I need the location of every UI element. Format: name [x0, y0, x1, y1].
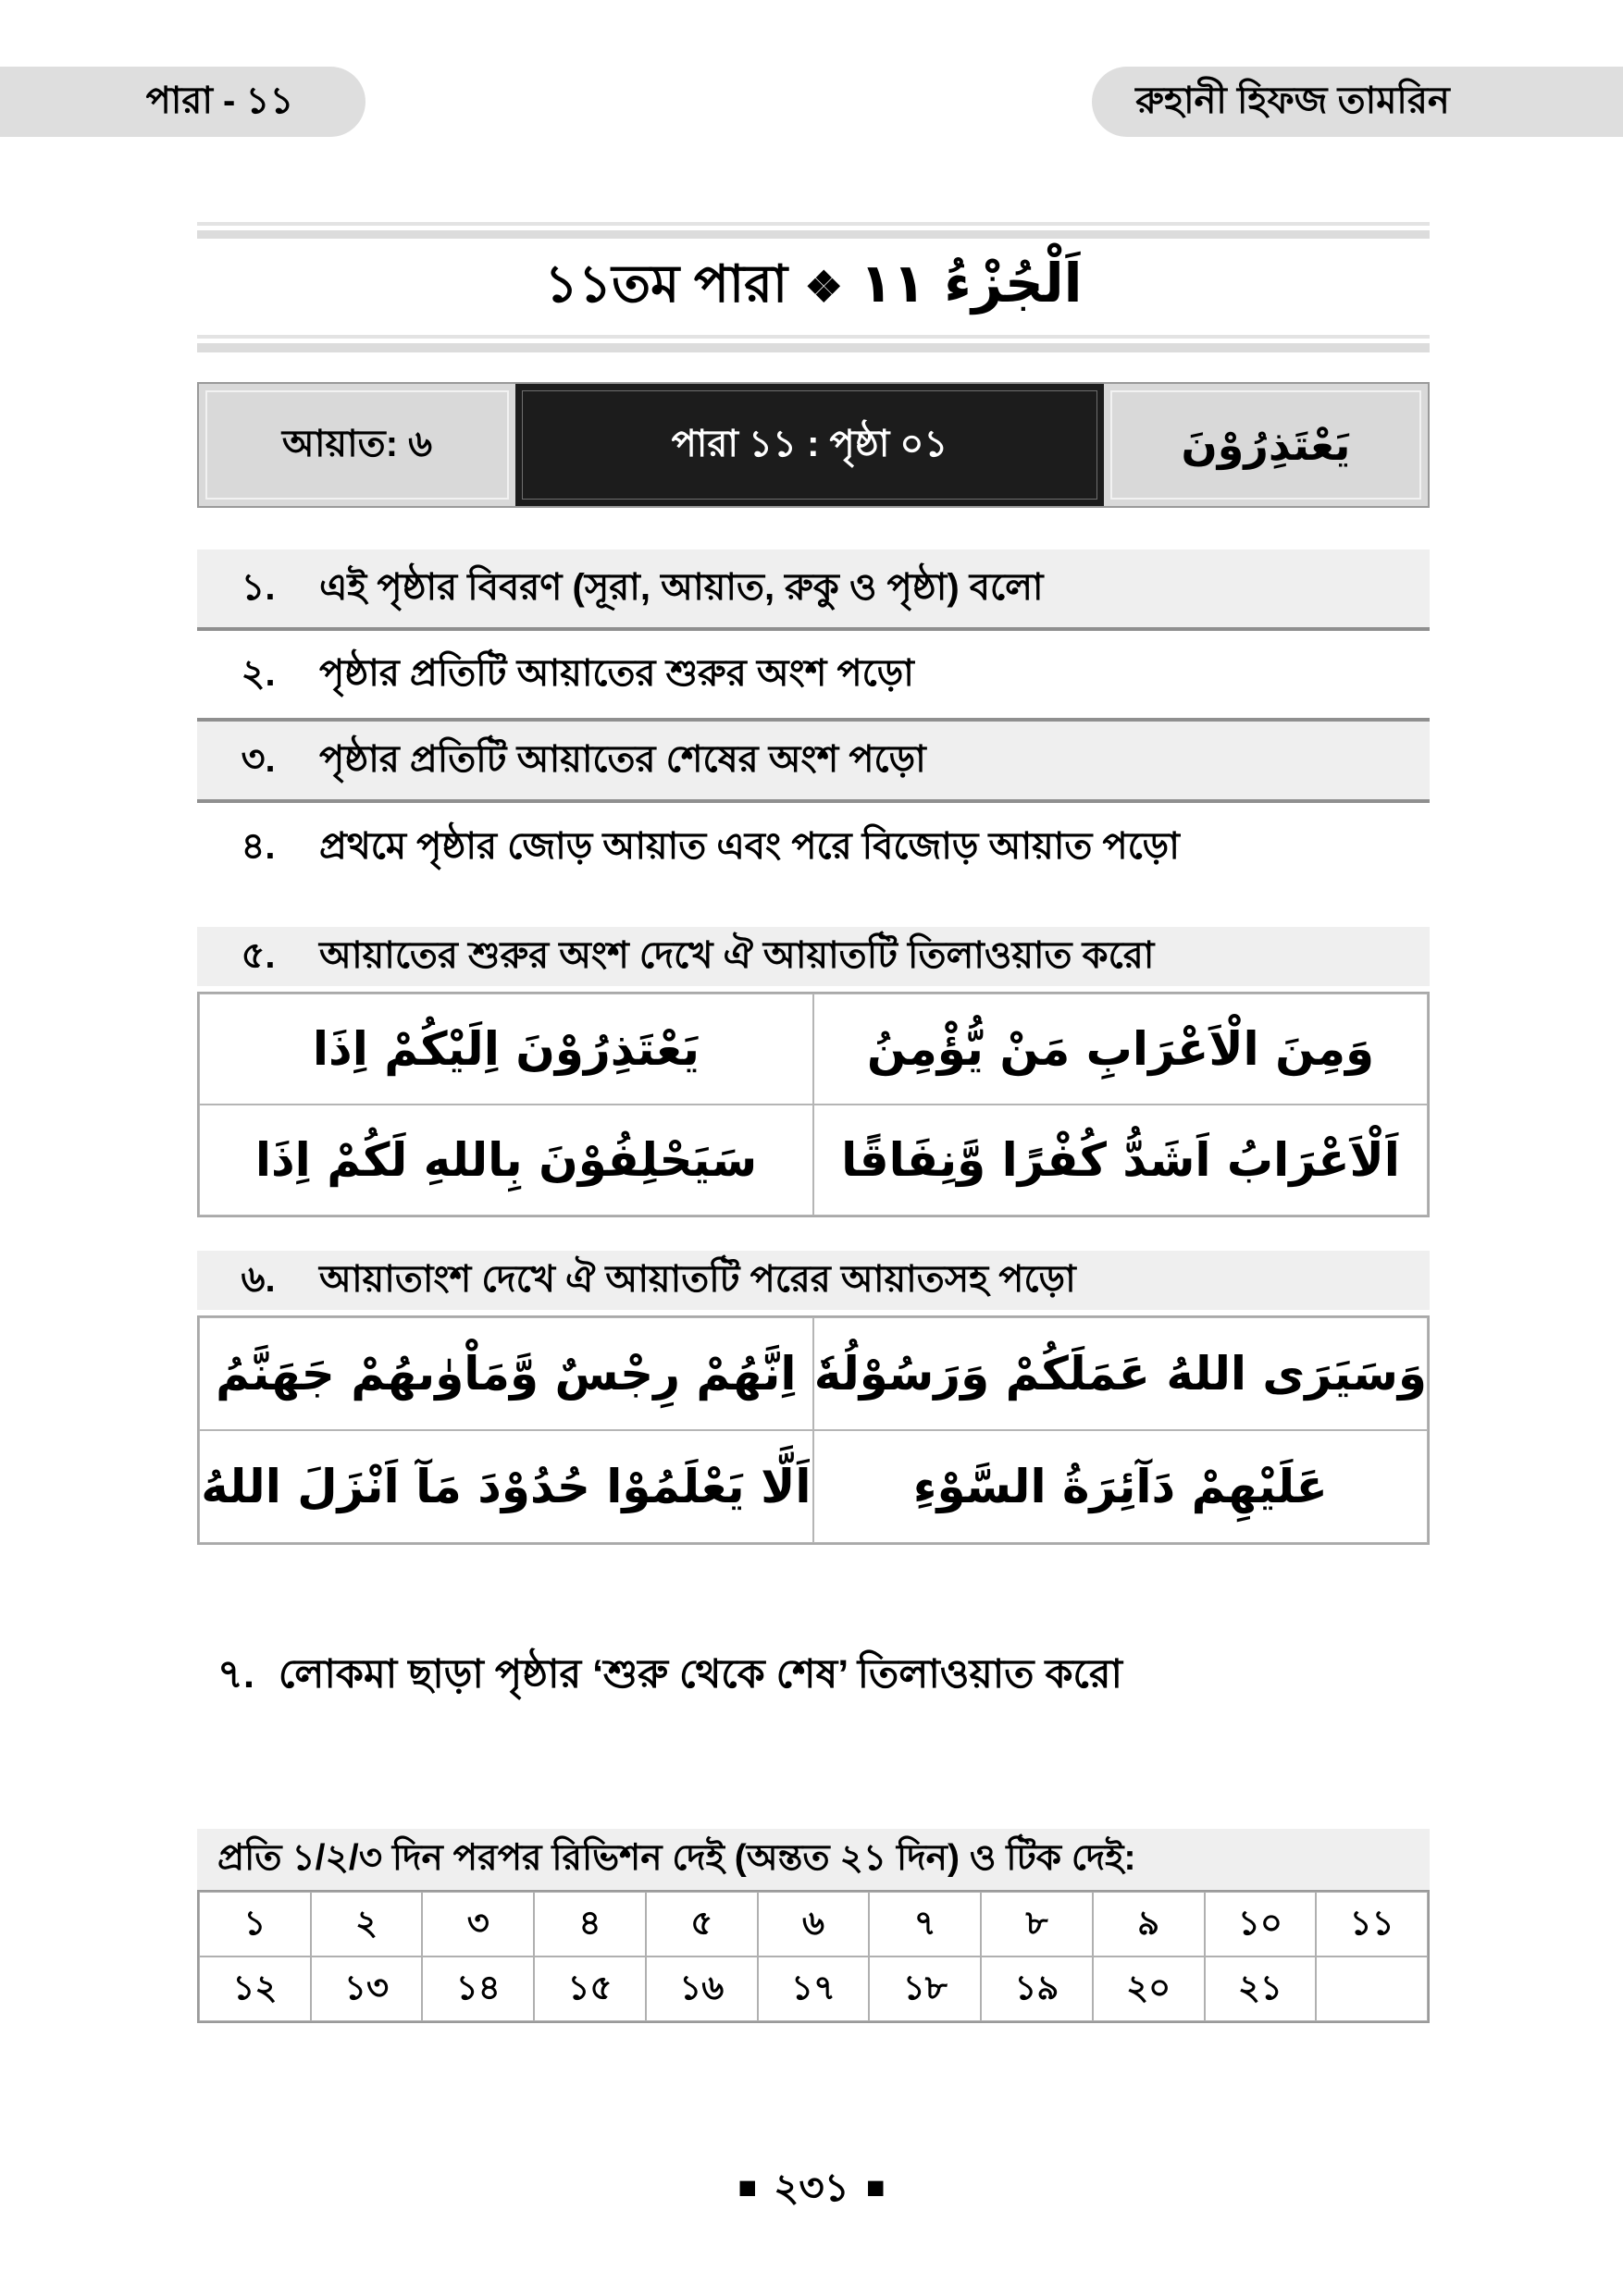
divider-rule	[197, 335, 1430, 339]
ayat-part-table	[197, 1315, 1430, 1545]
step-3-text: পৃষ্ঠার প্রতিটি আয়াতের শেষের অংশ পড়ো	[319, 738, 926, 780]
page-title	[197, 244, 1430, 331]
arabic-ayat-fragment: اِنَّهُمْ رِجْسٌ وَّمَاْوٰىهُمْ جَهَنَّمُ	[216, 1347, 797, 1401]
page-info-bar	[197, 382, 1430, 508]
step-5	[197, 927, 1430, 986]
step-7-number: ৭.	[217, 1652, 254, 1697]
revision-day-cell: ১৩	[311, 1957, 423, 2021]
page-title-bengali: ১১তম পারা	[544, 254, 788, 313]
revision-day-cell: ১১	[1316, 1892, 1428, 1957]
ayat-start-cell-r1c1	[199, 994, 813, 1105]
step-2	[197, 631, 1430, 722]
step-1-text: এই পৃষ্ঠার বিবরণ (সূরা, আয়াত, রুকু ও পৃষ্ঠা) বলো	[319, 566, 1044, 608]
arabic-ayat-fragment: اَلَّا يَعْلَمُوْا حُدُوْدَ مَآ اَنْزَلَ اللهُ	[201, 1460, 812, 1513]
step-4-number: ৪.	[241, 825, 276, 867]
revision-day-cell: ২	[311, 1892, 423, 1957]
revision-day-cell: ১৪	[422, 1957, 534, 2021]
divider-rule	[197, 230, 1430, 239]
revision-day-cell: ১৫	[534, 1957, 646, 2021]
ayat-part-cell-r1c2	[813, 1317, 1428, 1430]
footer-square-icon: ■	[737, 2170, 758, 2205]
revision-day-cell: ১	[199, 1892, 311, 1957]
revision-day-cell: ২১	[1205, 1957, 1317, 2021]
arabic-keyword-cell	[1104, 384, 1428, 506]
ayat-start-table	[197, 992, 1430, 1217]
revision-day-cell: ৫	[646, 1892, 758, 1957]
ayat-count-cell	[199, 384, 515, 506]
ayat-part-cell-r1c1	[199, 1317, 813, 1430]
revision-heading	[197, 1829, 1430, 1890]
step-6-text: আয়াতাংশ দেখে ঐ আয়াতটি পরের আয়াতসহ পড়ো	[319, 1258, 1076, 1300]
revision-heading-text: প্রতি ১/২/৩ দিন পরপর রিভিশন দেই (অন্তত ২১ দিন) ও টিক দেই:	[217, 1837, 1136, 1878]
ayat-part-cell-r2c2	[813, 1430, 1428, 1543]
arabic-ayat-fragment: يَعْتَذِرُوْنَ اِلَيْكُمْ اِذَا	[312, 1022, 700, 1076]
step-4	[197, 803, 1430, 892]
revision-day-cell: ১০	[1205, 1892, 1317, 1957]
step-6	[197, 1251, 1430, 1310]
footer-square-icon: ■	[865, 2170, 886, 2205]
step-2-number: ২.	[241, 652, 276, 694]
book-title-label: রুহানী হিফজ তামরিন	[1135, 80, 1450, 121]
step-7-text: লোকমা ছাড়া পৃষ্ঠার ‘শুরু থেকে শেষ’ তিলাওয়াত করো	[278, 1652, 1122, 1697]
revision-day-cell: ১৭	[758, 1957, 870, 2021]
revision-day-cell: ৬	[758, 1892, 870, 1957]
arabic-ayat-fragment: سَيَحْلِفُوْنَ بِاللهِ لَكُمْ اِذَا	[254, 1133, 758, 1187]
running-head-left	[0, 67, 365, 137]
step-4-text: প্রথমে পৃষ্ঠার জোড় আয়াত এবং পরে বিজোড় আয়াত পড়ো	[319, 825, 1180, 867]
revision-day-cell: ৭	[869, 1892, 981, 1957]
page-footer	[0, 2157, 1623, 2223]
divider-rule	[197, 343, 1430, 352]
step-3-number: ৩.	[241, 738, 276, 780]
revision-day-cell: ৯	[1093, 1892, 1205, 1957]
step-2-text: পৃষ্ঠার প্রতিটি আয়াতের শুরুর অংশ পড়ো	[319, 652, 914, 694]
revision-day-cell: ৮	[981, 1892, 1093, 1957]
arabic-keyword: يَعْتَذِرُوْنَ	[1181, 420, 1351, 470]
revision-day-cell: ১৬	[646, 1957, 758, 2021]
ayat-part-cell-r2c1	[199, 1430, 813, 1543]
revision-day-cell: ৩	[422, 1892, 534, 1957]
revision-day-cell: ১২	[199, 1957, 311, 2021]
revision-day-cell: ৪	[534, 1892, 646, 1957]
arabic-ayat-fragment: اَلْاَعْرَابُ اَشَدُّ كُفْرًا وَّنِفَاقًا	[841, 1133, 1400, 1187]
step-7	[197, 1645, 1430, 1710]
arabic-ayat-fragment: وَمِنَ الْاَعْرَابِ مَنْ يُّؤْمِنُ	[866, 1022, 1375, 1076]
revision-day-cell: ২০	[1093, 1957, 1205, 2021]
arabic-ayat-fragment: عَلَيْهِمْ دَآئِرَةُ السَّوْءِ	[912, 1460, 1328, 1513]
divider-rule	[197, 222, 1430, 226]
step-5-number: ৫.	[241, 934, 276, 976]
step-1-number: ১.	[241, 566, 276, 608]
revision-day-cell: ১৯	[981, 1957, 1093, 2021]
content-column	[197, 222, 1430, 2023]
para-number-label: পারা - ১১	[145, 80, 294, 121]
revision-tick-table	[197, 1890, 1430, 2023]
step-5-text: আয়াতের শুরুর অংশ দেখে ঐ আয়াতটি তিলাওয়াত করো	[319, 934, 1155, 976]
revision-day-cell: ১৮	[869, 1957, 981, 2021]
ornament-diamond-icon: ❖	[804, 263, 843, 311]
step-6-number: ৬.	[241, 1258, 276, 1300]
arabic-ayat-fragment: وَسَيَرَى اللهُ عَمَلَكُمْ وَرَسُوْلُهٗ	[813, 1347, 1427, 1401]
step-1	[197, 549, 1430, 631]
exercise-steps	[197, 549, 1430, 2023]
page-title-arabic: اَلْجُزْءُ ١١	[860, 252, 1083, 315]
step-3	[197, 722, 1430, 803]
running-head-right	[1092, 67, 1623, 137]
ayat-count-label: আয়াত: ৬	[281, 423, 433, 464]
revision-day-cell-empty	[1316, 1957, 1428, 2021]
ayat-start-cell-r1c2	[813, 994, 1428, 1105]
para-page-cell	[515, 384, 1104, 506]
ayat-start-cell-r2c1	[199, 1105, 813, 1216]
ayat-start-cell-r2c2	[813, 1105, 1428, 1216]
page-number: ২৩১	[774, 2166, 849, 2209]
para-page-label: পারা ১১ : পৃষ্ঠা ০১	[671, 423, 948, 464]
